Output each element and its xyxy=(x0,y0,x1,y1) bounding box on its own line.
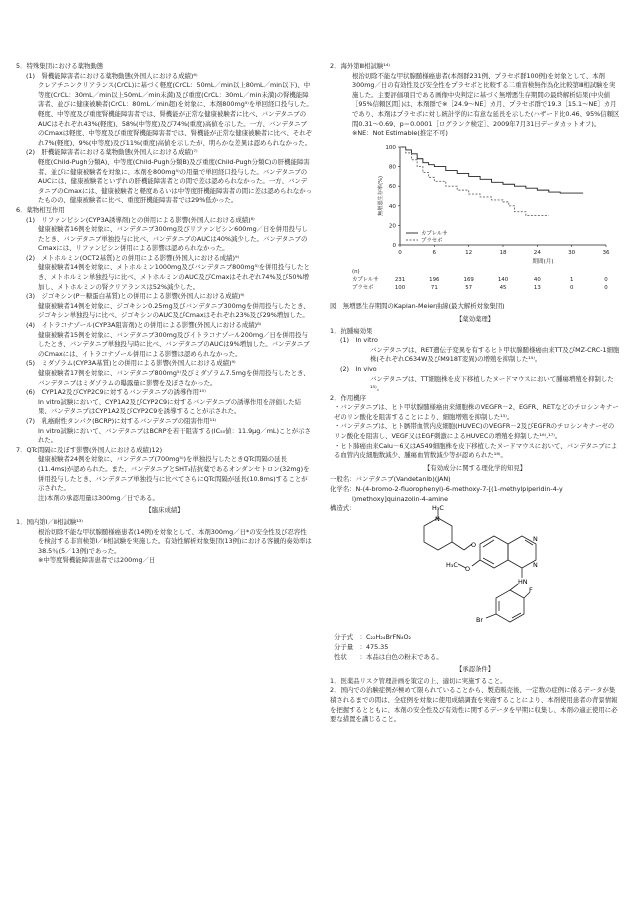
x-tick-label: 24 xyxy=(533,249,541,256)
risk-value: 57 xyxy=(465,284,473,291)
section-heading: 1．国内第Ⅰ／Ⅱ相試験¹³⁾ xyxy=(16,517,83,526)
bullet-item: ・バンデタニブは、ヒト臍帯血管内皮細胞(HUVEC)のVEGFR－2及びEGFRのチロシンキナーゼのリン酸化を阻害し、VEGF又はEGF刺激によるHUVECの増殖を抑制した¹⁶⁾,¹⁷⁾。 xyxy=(334,422,615,441)
svg-text:H₃C: H₃C xyxy=(432,503,444,512)
structure-label: 構造式： xyxy=(330,504,356,513)
section-heading: 2．作用機序 xyxy=(330,393,367,402)
right-column xyxy=(330,62,620,725)
section-heading: 6．薬物相互作用 xyxy=(16,205,65,214)
legend-label: カプレルサ xyxy=(421,230,448,237)
subsection-heading: (1) 腎機能障害者における薬物動態(外国人における成績)⁶⁾ xyxy=(26,71,198,80)
subsection-heading: (5) ミダゾラム(CYP3A基質)との併用による影響(外国人における成績)⁹⁾ xyxy=(26,359,236,368)
risk-value: 71 xyxy=(430,284,438,291)
section-heading: 1．抗腫瘍効果 xyxy=(330,326,373,335)
svg-text:O: O xyxy=(465,564,471,573)
svg-text:F: F xyxy=(529,585,533,594)
paragraph: In vitro試験において、CYP1A2及びCYP2C9に対するバンデタニブの誘導作用を評価した結果、バンデタニブはCYP1A2及びCYP2C9を誘導することが示された。 xyxy=(38,397,302,416)
figure-caption: 図 無増悪生存期間のKaplan-Meier曲線(最大解析対象集団) xyxy=(330,302,505,311)
svg-text:N: N xyxy=(533,560,538,569)
risk-value: 40 xyxy=(533,276,541,283)
paragraph: 健康被験者24例を対象に、バンデタニブ(700mg⁵⁾)を単独投与したときQTc間隔の延長(11.4ms)が認められた。また、バンデタニブとSHT₃拮抗薬であるオンダンセトロン(32mg)を併用投与したとき、バンデタニブ単独投与に比べてさらにQTc間隔が延長(10.8ms)することが示された。 xyxy=(38,455,310,493)
molecular-weight: 分子量 ：475.35 xyxy=(334,643,389,651)
y-axis-label: 無増悪生存率(%) xyxy=(378,175,384,216)
x-tick-label: 36 xyxy=(602,249,610,256)
paragraph: 健康被験者14例を対象に、ジゴキシン0.25mg及びバンデタニブ300mgを併用投与したとき、ジゴキシン単独投与に比べ、ジゴキシンのAUC及びCmaxはそれぞれ23%及び29%増加した。 xyxy=(38,301,310,320)
chemical-name: 化学名：N-(4-bromo-2-fluorophenyl)-6-methoxy-7-[(1-methylpiperidin-4-y xyxy=(330,485,563,494)
x-tick-label: 6 xyxy=(432,249,437,256)
paragraph: クレアチニンクリアランス(CrCL)に基づく軽度(CrCL：50mL／min以上80mL／min以下)、中等度(CrCL：30mL／min以上50mL／min未満)及び重度(CrCL：30mL／min未満)の腎機能障害者、並びに健康被験者(CrCL：80mL／min超)を対象に、本剤800mg⁵⁾を単回経口投与した。軽度、中等度及び重度腎機能障害者では、腎機能が正常な健康被験者に比べ、バンデタニブのAUCはそれぞれ43%(軽度)、58%(中等度)及び74%(重度)高値を示した。一方、バンデタニブのCmaxは軽度、中等度及び重度腎機能障害者では、腎機能が正常な健康被験者に比べ、それぞれ7%(軽度)、9%(中等度)及び11%(重度)高値を示したが、明らかな差異は認められなかった。 xyxy=(38,81,313,147)
risk-value: 169 xyxy=(463,276,474,283)
paragraph: バンデタニブは、TT細胞株を皮下移植したヌードマウスにおいて腫瘍増殖を抑制した¹⁵⁾。 xyxy=(370,374,614,393)
subsection-heading: (3) ジゴキシン(P－糖蛋白基質)との併用による影響(外国人における成績)⁹⁾ xyxy=(26,292,245,301)
y-tick-label: 0 xyxy=(392,242,396,249)
chemical-name-cont: l)methoxy]quinazolin-4-amine xyxy=(352,494,449,503)
note: 注)本剤の承認用量は300mg／日である。 xyxy=(38,493,159,502)
risk-value: 100 xyxy=(394,284,406,291)
y-tick-label: 20 xyxy=(388,223,396,230)
paragraph: 健康被験者15例を対象に、バンデタニブ300mg及びイトラコナゾール200mg／日を併用投与したとき、バンデタニブ単独投与時に比べ、バンデタニブのAUCは9%増加した。バンデタニブのCmaxには、イトラコナゾール併用による影響は認められなかった。 xyxy=(38,330,310,358)
svg-text:Br: Br xyxy=(476,615,484,624)
left-column xyxy=(16,62,313,566)
svg-text:N: N xyxy=(533,534,538,543)
risk-value: 45 xyxy=(499,284,507,291)
paragraph: 健康被験者16例を対象に、バンデタニブ300mg及びリファンピシン600mg／日を併用投与したとき、バンデタニブ単独投与に比べ、バンデタニブのAUCは40%減少した。バンデタニブのCmaxには、リファンピシン併用による影響は認められなかった。 xyxy=(38,225,308,253)
paragraph: バンデタニブは、RET遺伝子変異を有するヒト甲状腺髄様癌由来TT及びMZ-CRC-1細胞株(それぞれC634W及びM918T変異)の増殖を抑制した¹⁵⁾。 xyxy=(370,345,620,364)
risk-value: 1 xyxy=(569,276,574,283)
risk-value: 140 xyxy=(497,276,509,283)
molecular-formula: 分子式 ：C₂₂H₂₄BrFN₄O₂ xyxy=(334,633,412,642)
subsection-heading: (6) CYP1A2及びCYP2C9に対するバンデタニブの誘導作用¹⁰⁾ xyxy=(26,388,206,397)
bullet-item: ・バンデタニブは、ヒト甲状腺髄様癌由来細胞株のVEGFR－2、EGFR、RETなどのチロシンキナーゼのリン酸化を阻害することにより、細胞増殖を抑制した¹⁵⁾。 xyxy=(334,403,619,421)
subsection-heading: (2) メトホルミン(OCT2基質)との併用による影響(外国人における成績)⁹⁾ xyxy=(26,253,240,262)
risk-value: 0 xyxy=(604,276,608,283)
paragraph: 根治切除不能な甲状腺髄様癌患者(本剤群231例、プラセボ群100例)を対象として、本剤300mg／日の有効性及び安全性をプラセボと比較する二重盲検無作為化比較第Ⅲ相試験を実施した。主要評価項目である画像中央判定に基づく無増悪生存期間の最終解析結果(中央値［95%信頼区間］)は、本剤群で※［24.9〜NE］カ月、プラセボ群で19.3［15.1〜NE］カ月であり、本剤はプラセボに対し統計学的に有意な延長を示した(ハザード比0.46、95%信頼区間0.31〜0.69、p＝0.0001［ログランク検定］、2009年7月31日データカットオフ)。 xyxy=(352,71,620,128)
series-line-2 xyxy=(400,147,549,216)
section-heading: 7．QTc間隔に及ぼす影響(外国人における成績)12) xyxy=(16,445,163,454)
risk-value: 0 xyxy=(604,284,608,291)
risk-value: 13 xyxy=(533,284,541,291)
subsection-heading: (4) イトラコナゾール(CYP3A阻害剤)との併用による影響(外国人における成績)⁸⁾ xyxy=(26,321,262,330)
svg-text:H₃C: H₃C xyxy=(446,560,458,569)
section-heading: 5．特殊集団における薬物動態 xyxy=(16,62,104,70)
paragraph: 根治切除不能な甲状腺髄様癌患者(14例)を対象として、本剤300mg／日*の安全性及び忍容性を検討する非盲検第Ⅰ／Ⅱ相試験を実施した。有効性解析対象集団(13例)における客観的奏効率は38.5％(5／13例)であった。 xyxy=(38,527,312,555)
x-tick-label: 18 xyxy=(499,249,507,256)
chemistry-heading: 【有効成分に関する理化学的知見】 xyxy=(423,463,527,472)
condition-item: 2．国内での治験症例が極めて限られていることから、製造販売後、一定数の症例に係るデータが集積されるまでの間は、全症例を対象に使用成績調査を実施することにより、本剤使用患者の背景情報を把握するとともに、本剤の安全性及び有効性に関するデータを早期に収集し、本剤の適正使用に必要な措置を講じること。 xyxy=(330,686,618,724)
subsection-heading: (2) In vivo xyxy=(340,364,377,373)
paragraph: 軽度(Child-Pugh分類A)、中等度(Child-Pugh分類B)及び重度(Child-Pugh分類C)の肝機能障害者、並びに健康被験者を対象に、本剤を800mg⁵⁾の用量で単回経口投与した。バンデタニブのAUCには、健康被験者といずれの肝機能障害者との間で差は認められなかった。一方、バンデタニブのCmaxには、健康被験者と軽度あるいは中等度肝機能障害者の間に差は認められなかったものの、健康被験者に比べ、重度肝機能障害者では29%低かった。 xyxy=(38,157,313,205)
condition-item: 1．医薬品リスク管理計画を策定の上、適切に実施すること。 xyxy=(330,676,507,685)
svg-text:O: O xyxy=(471,540,477,549)
svg-text:HN: HN xyxy=(518,577,528,586)
note: ※NE：Not Estimable(推定不可) xyxy=(352,129,448,138)
approval-conditions-heading: 【承認条件】 xyxy=(455,665,495,674)
paragraph: 健康被験者17例を対象に、バンデタニブ800mg⁵⁾及びミダゾラム7.5mgを併用投与したとき、バンデタニブはミダゾラムの曝露量に影響を及ぼさなかった。 xyxy=(38,369,310,387)
subsection-heading: (1) リファンピシン(CYP3A誘導剤)との併用による影響(外国人における成績)⁸⁾ xyxy=(26,215,255,224)
subsection-heading: (2) 肝機能障害者における薬物動態(外国人における成績)⁷⁾ xyxy=(26,148,198,157)
note: ※中等度腎機能障害患者では200mg／日 xyxy=(38,556,156,565)
section-heading: 2．海外第Ⅲ相試験¹⁴⁾ xyxy=(330,62,390,70)
physicochemical-properties xyxy=(334,633,620,662)
risk-value: 196 xyxy=(429,276,440,283)
risk-value: 231 xyxy=(394,276,406,283)
subsection-heading: (1) In vitro xyxy=(340,336,378,345)
kaplan-meier-chart xyxy=(344,141,620,299)
structural-formula xyxy=(402,504,542,630)
x-tick-label: 12 xyxy=(465,249,473,256)
paragraph: 健康被験者14例を対象に、メトホルミン1000mg及びバンデタニブ800mg⁵⁾を併用投与したとき、メトホルミン単独投与に比べ、メトホルミンのAUC及びCmaxはそれぞれ74%及び50%増加し、メトホルミンの腎クリアランスは52%減少した。 xyxy=(38,263,310,291)
legend-label: プラセボ xyxy=(421,237,443,244)
y-tick-label: 80 xyxy=(388,164,396,171)
subsection-heading: (7) 乳癌耐性タンパク(BCRP)に対するバンデタニブの阻害作用¹¹⁾ xyxy=(26,416,217,425)
paragraph: In vitro試験において、バンデタニブはBCRPを若干阻害する(IC₅₀値：11.9μg／mL)ことが示された。 xyxy=(38,426,311,445)
risk-row-label: カプレルサ xyxy=(352,276,379,283)
x-tick-label: 30 xyxy=(568,249,576,256)
description: 性状 ：本品は白色の粉末である。 xyxy=(334,652,443,661)
generic-name: 一般名：バンデタニブ(Vandetanib)(JAN) xyxy=(330,475,451,484)
pharmacology-heading: 【薬効薬理】 xyxy=(455,314,495,323)
x-axis-label: 期間(月) xyxy=(532,258,554,265)
bullet-item: ・ヒト肺癌由来Calu－6又はA549細胞株を皮下移植したヌードマウスにおいて、バンデタニブによる血管内皮細胞数減少、腫瘍血管数減少等が認められた¹⁸⁾。 xyxy=(334,441,618,460)
x-tick-label: 0 xyxy=(398,249,402,256)
svg-text:N: N xyxy=(435,514,440,523)
y-tick-label: 60 xyxy=(388,183,396,190)
y-tick-label: 40 xyxy=(388,203,396,210)
risk-row-label: プラセボ xyxy=(352,284,374,291)
y-tick-label: 100 xyxy=(385,144,396,151)
clinical-results-heading: 【臨床成績】 xyxy=(145,506,184,515)
risk-table-header: (n) xyxy=(352,268,360,275)
series-line-1 xyxy=(400,147,583,193)
risk-value: 0 xyxy=(569,284,574,291)
